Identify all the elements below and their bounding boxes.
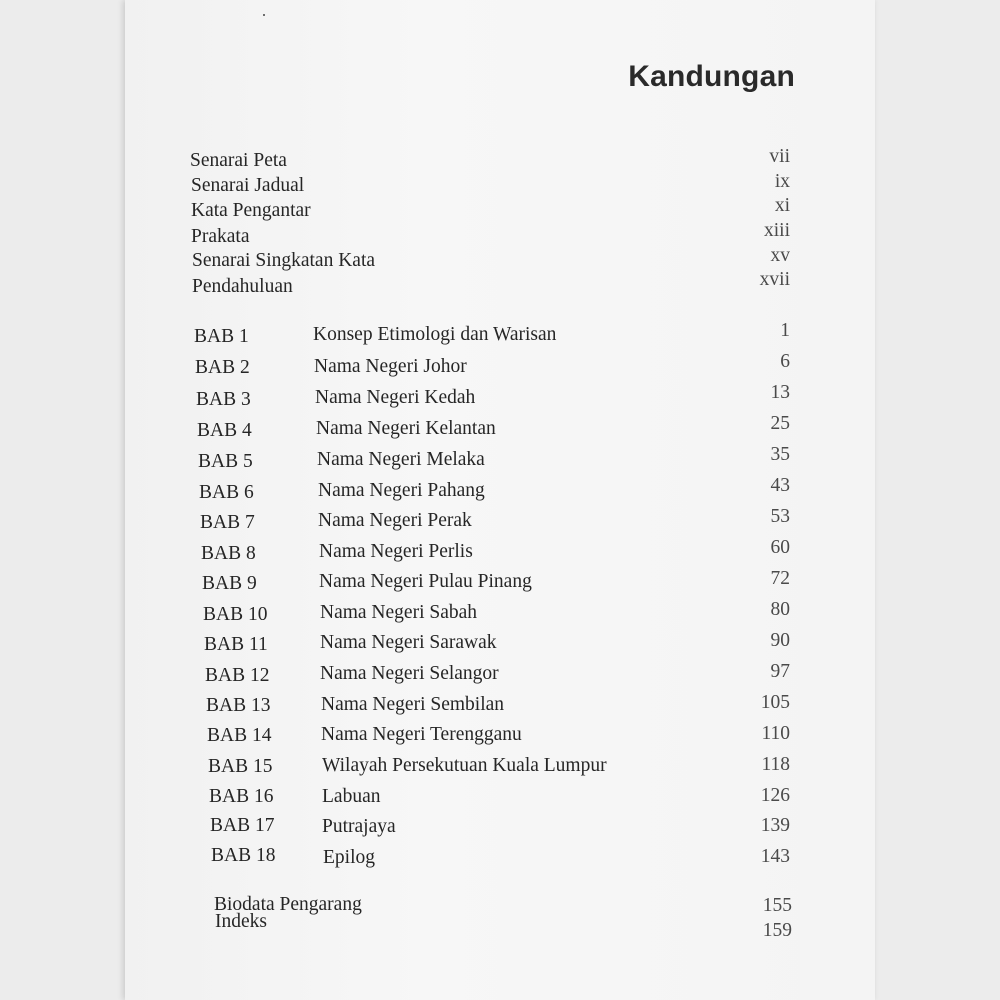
chapter-page: 97 [770,661,790,682]
chapter-number: BAB 6 [199,482,254,503]
chapter-title: Epilog [323,847,375,868]
toc-entry-label: Senarai Singkatan Kata [192,250,376,271]
chapter-number: BAB 1 [194,326,249,347]
chapter-title: Nama Negeri Pahang [318,480,485,501]
chapter-title: Labuan [322,786,381,807]
chapter-page: 110 [761,723,790,744]
page-title: Kandungan [628,60,795,93]
chapter-title: Nama Negeri Melaka [317,449,485,470]
toc-entry-label: Biodata Pengarang [214,894,362,915]
chapter-title: Nama Negeri Terengganu [321,724,522,745]
chapter-number: BAB 12 [205,665,270,686]
chapter-number: BAB 13 [206,695,271,716]
toc-entry-page: xv [770,245,790,266]
chapter-page: 118 [761,754,790,775]
chapter-page: 25 [770,413,790,434]
chapter-number: BAB 10 [203,604,268,625]
chapter-page: 1 [780,320,790,341]
chapter-number: BAB 18 [211,845,276,866]
chapter-page: 60 [770,537,790,558]
chapter-title: Nama Negeri Kedah [315,387,476,408]
chapter-number: BAB 3 [196,389,251,410]
chapter-page: 53 [770,506,790,527]
chapter-number: BAB 4 [197,420,252,441]
chapter-number: BAB 9 [202,573,257,594]
chapter-page: 35 [770,444,790,465]
chapter-title: Nama Negeri Perak [318,510,472,531]
chapter-number: BAB 11 [204,634,268,655]
chapter-page: 139 [760,815,790,836]
chapter-title: Nama Negeri Pulau Pinang [319,571,532,592]
toc-entry-label: Senarai Peta [190,150,287,171]
chapter-number: BAB 8 [201,543,256,564]
book-page [125,0,875,1000]
toc-entry-page: 155 [762,895,792,916]
chapter-number: BAB 14 [207,725,272,746]
toc-entry-label: Kata Pengantar [191,200,311,221]
toc-entry-page: vii [769,146,790,167]
chapter-title: Nama Negeri Sarawak [320,632,497,653]
chapter-page: 6 [780,351,790,372]
chapter-title: Nama Negeri Johor [314,356,467,377]
chapter-page: 72 [770,568,790,589]
toc-entry-page: xi [774,195,790,216]
chapter-number: BAB 15 [208,756,273,777]
chapter-number: BAB 5 [198,451,253,472]
chapter-title: Nama Negeri Perlis [319,541,473,562]
chapter-page: 143 [760,846,790,867]
chapter-number: BAB 17 [210,815,275,836]
chapter-title: Nama Negeri Sabah [320,602,478,623]
chapter-title: Konsep Etimologi dan Warisan [313,324,557,345]
dust-speck [263,14,265,16]
toc-entry-page: 159 [762,920,792,941]
chapter-number: BAB 16 [209,786,274,807]
chapter-page: 80 [770,599,790,620]
chapter-page: 126 [760,785,790,806]
toc-entry-label: Prakata [191,226,250,247]
chapter-page: 90 [770,630,790,651]
toc-entry-label: Pendahuluan [192,276,293,297]
toc-entry-label: Indeks [215,911,267,932]
chapter-page: 105 [760,692,790,713]
chapter-title: Nama Negeri Selangor [320,663,499,684]
toc-entry-page: ix [774,171,790,192]
toc-entry-label: Senarai Jadual [191,175,305,196]
toc-entry-page: xiii [763,220,790,241]
chapter-title: Wilayah Persekutuan Kuala Lumpur [322,755,607,776]
chapter-page: 43 [770,475,790,496]
chapter-title: Nama Negeri Sembilan [321,694,505,715]
toc-entry-page: xvii [759,269,790,290]
chapter-title: Putrajaya [322,816,396,837]
chapter-page: 13 [770,382,790,403]
chapter-number: BAB 2 [195,357,250,378]
chapter-title: Nama Negeri Kelantan [316,418,496,439]
chapter-number: BAB 7 [200,512,255,533]
